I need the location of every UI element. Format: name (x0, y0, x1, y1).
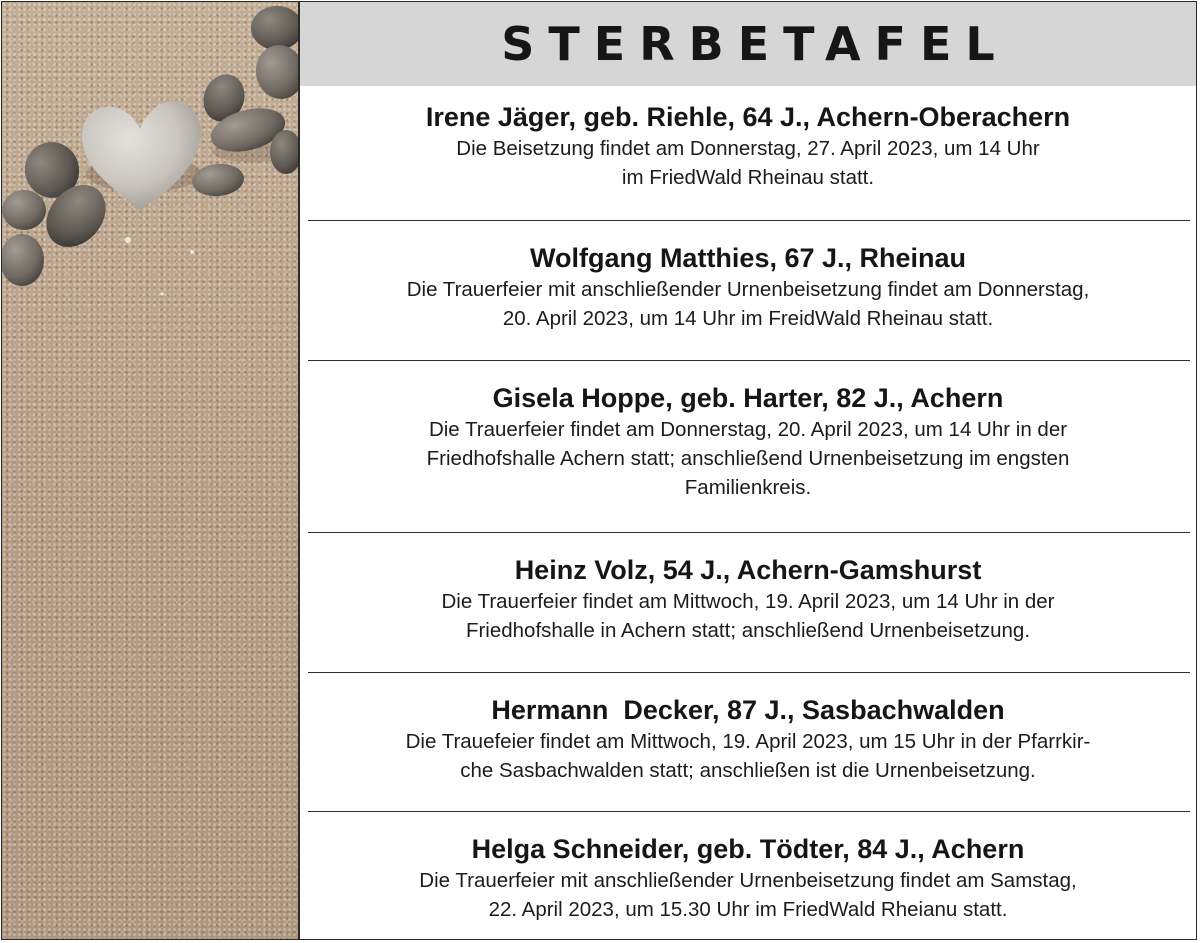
header-bar (300, 2, 1196, 86)
entry-name: Wolfgang Matthies, 67 J., Rheinau (529, 243, 967, 273)
divider (308, 532, 1190, 533)
obituary-entry (300, 100, 1196, 192)
entry-text-line: 22. April 2023, um 15.30 Uhr im FriedWald Rheianu statt. (488, 898, 1008, 921)
divider (308, 672, 1190, 673)
entry-text-line: 20. April 2023, um 14 Uhr im FreidWald Rheinau statt. (502, 307, 994, 330)
entry-name: Irene Jäger, geb. Riehle, 64 J., Achern-Oberachern (425, 102, 1071, 132)
obituary-entry (300, 693, 1196, 785)
obituary-entry (300, 832, 1196, 924)
obituary-entry (300, 381, 1196, 502)
entry-name: Heinz Volz, 54 J., Achern-Gamshurst (514, 555, 982, 585)
heart-stone-pebbles-icon (2, 2, 300, 322)
entry-text-line: Die Trauerfeier findet am Mittwoch, 19. April 2023, um 14 Uhr in der (441, 590, 1055, 613)
entry-text-line: che Sasbachwalden statt; anschließen ist die Urnenbeisetzung. (460, 759, 1036, 782)
obituary-entry (300, 553, 1196, 645)
entry-name: Hermann Decker, 87 J., Sasbachwalden (491, 695, 1005, 725)
page-title: STERBETAFEL (501, 17, 1009, 71)
entry-text-line: im FriedWald Rheinau statt. (621, 166, 875, 189)
entry-text-line: Die Trauerfeier findet am Donnerstag, 20. April 2023, um 14 Uhr in der (428, 418, 1068, 441)
entry-text-line: Die Beisetzung findet am Donnerstag, 27. April 2023, um 14 Uhr (456, 137, 1040, 160)
entry-text-line: Die Trauerfeier mit anschließender Urnenbeisetzung findet am Donnerstag, (406, 278, 1090, 301)
obituary-board (1, 1, 1197, 940)
divider (308, 811, 1190, 812)
entry-text-line: Friedhofshalle in Achern statt; anschließend Urnenbeisetzung. (465, 619, 1031, 642)
divider (308, 360, 1190, 361)
entry-name: Helga Schneider, geb. Tödter, 84 J., Achern (471, 834, 1025, 864)
sand-stones-image (2, 2, 300, 939)
obituary-entry (300, 241, 1196, 333)
entry-text-line: Die Trauerfeier mit anschließender Urnenbeisetzung findet am Samstag, (419, 869, 1077, 892)
entry-text-line: Familienkreis. (684, 476, 812, 499)
entry-text-line: Friedhofshalle Achern statt; anschließend Urnenbeisetzung im engsten (426, 447, 1070, 470)
divider (308, 220, 1190, 221)
entry-name: Gisela Hoppe, geb. Harter, 82 J., Achern (492, 383, 1004, 413)
content-area (300, 2, 1196, 939)
entry-text-line: Die Trauefeier findet am Mittwoch, 19. April 2023, um 15 Uhr in der Pfarrkir- (405, 730, 1091, 753)
